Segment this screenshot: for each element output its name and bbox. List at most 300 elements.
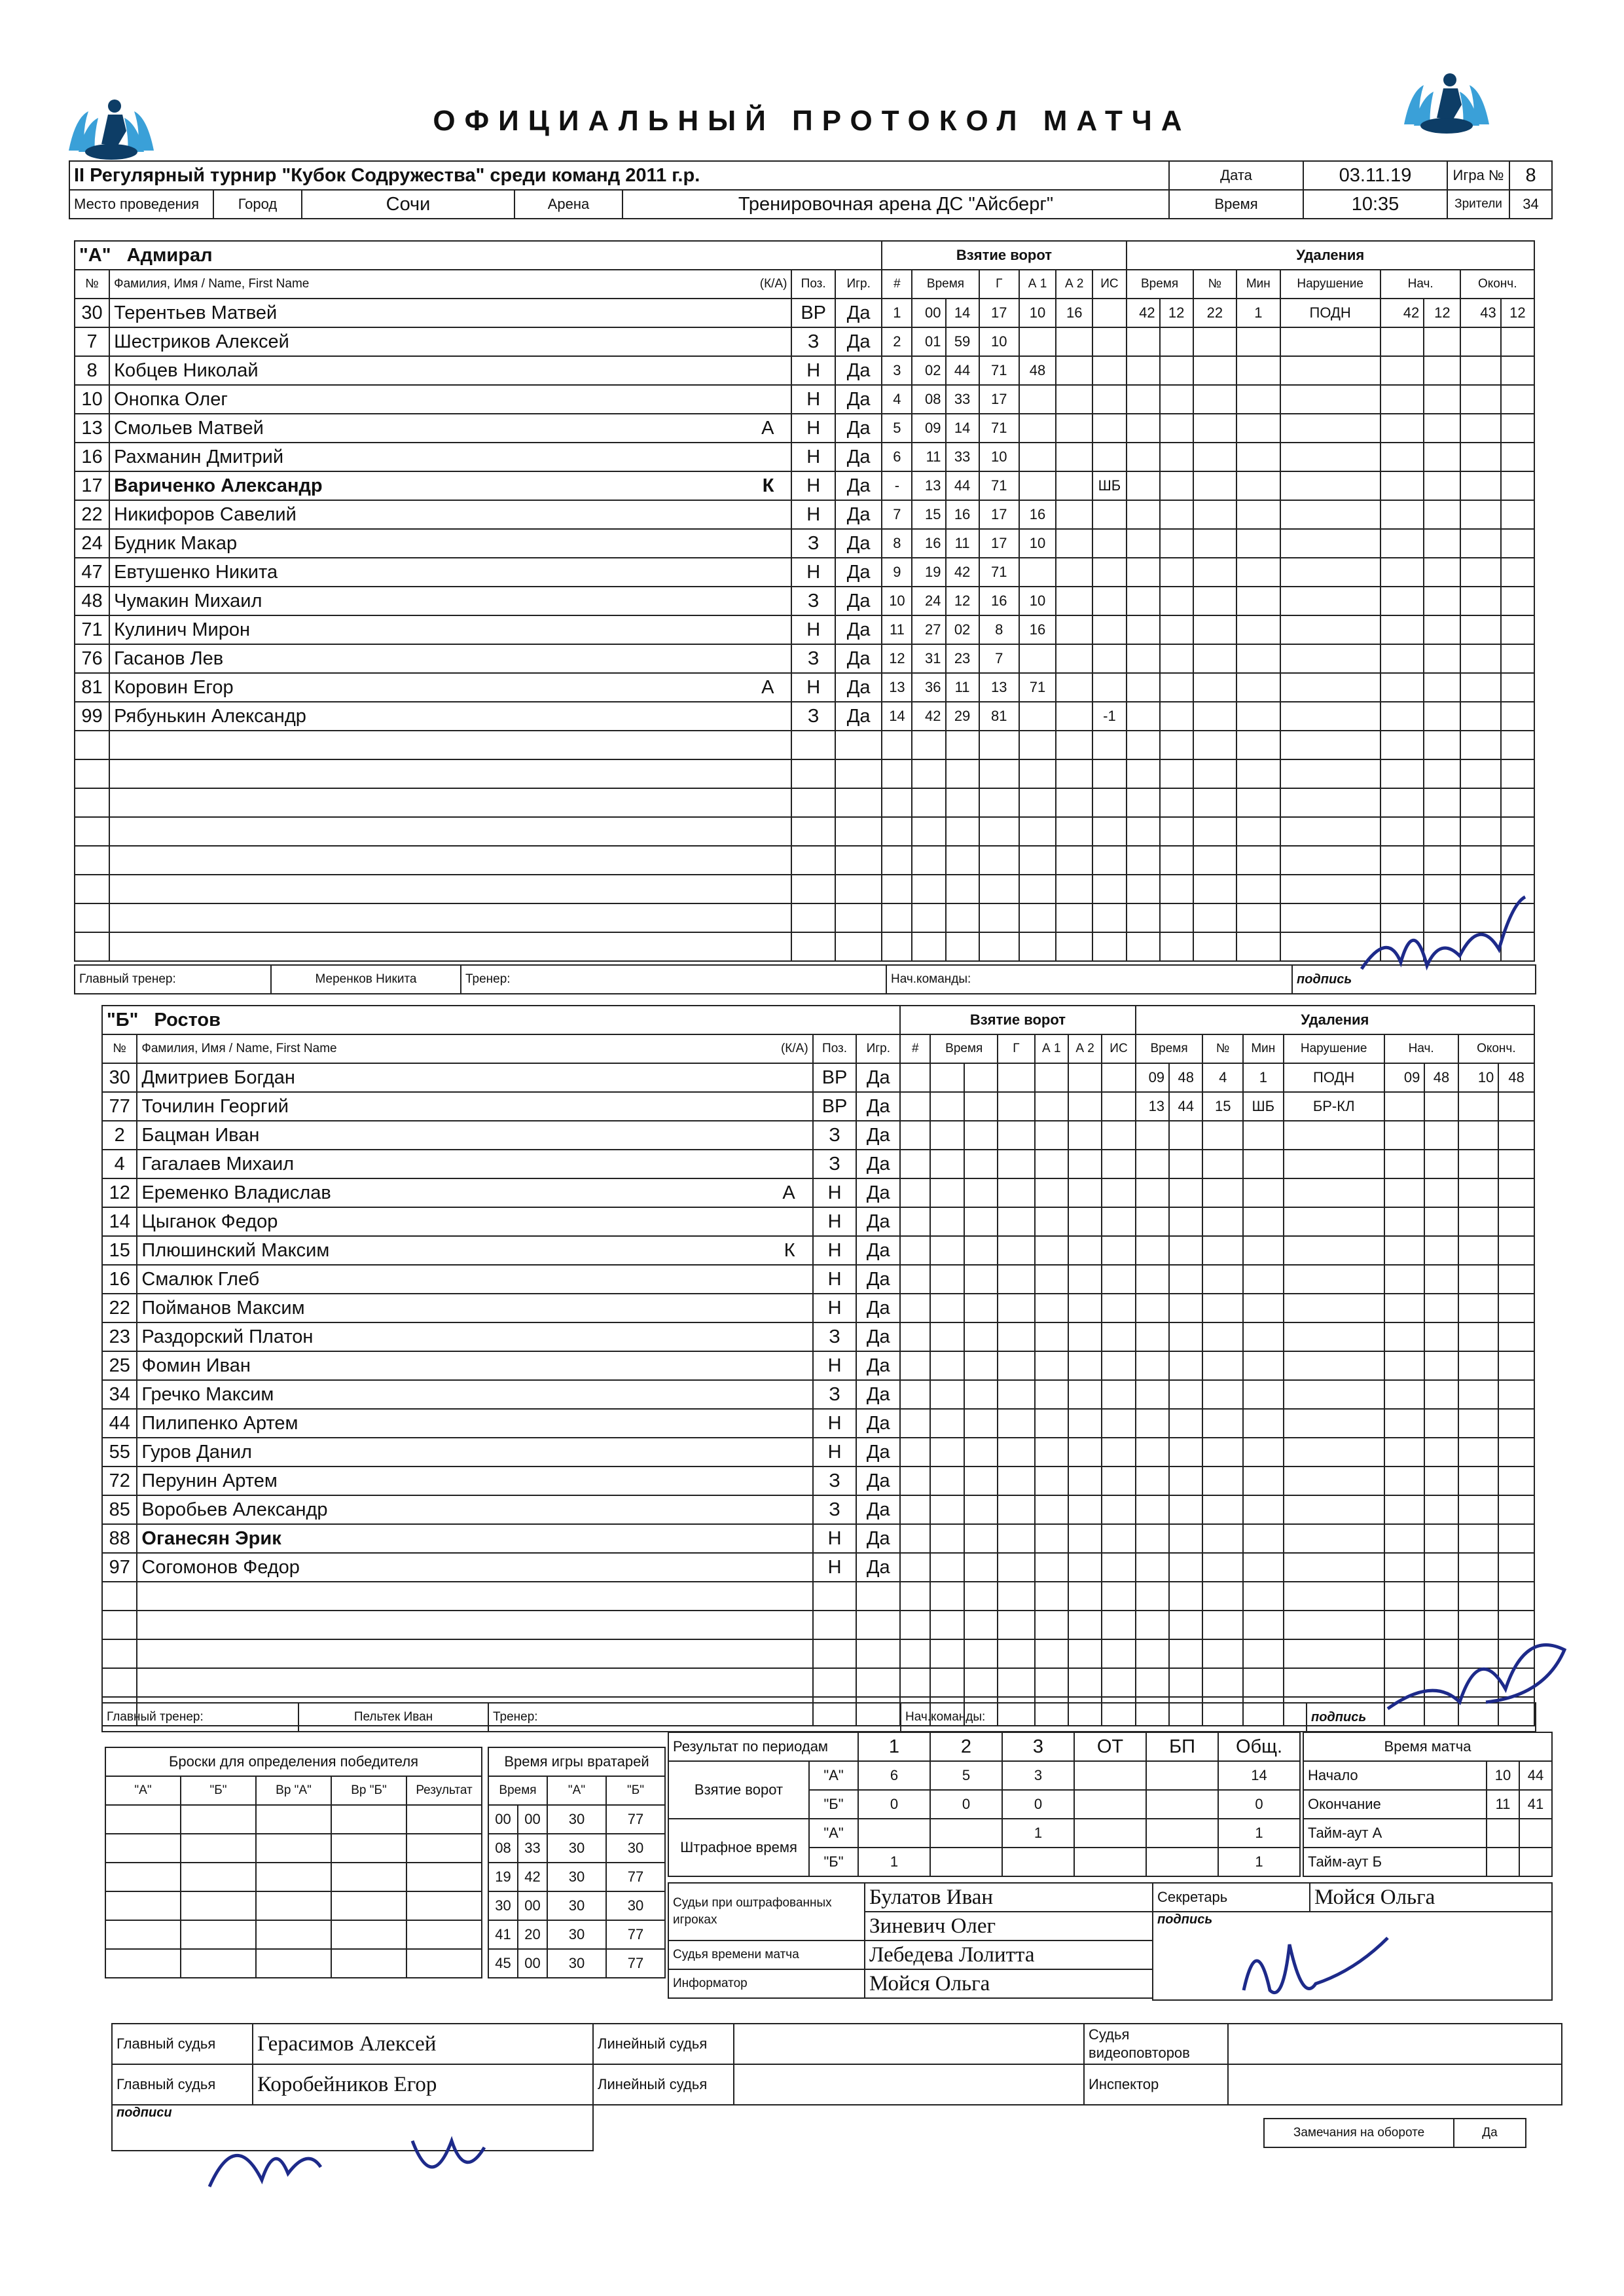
team-b-pen-start-sec: [1424, 1467, 1458, 1495]
period-1: 1: [858, 1732, 930, 1761]
team-a-pen-player: 22: [1193, 299, 1236, 327]
team-b-pen-minute: [1136, 1294, 1169, 1322]
team-a-pen-minutes: [1236, 443, 1280, 471]
secretary: Мойся Ольга: [1310, 1883, 1552, 1912]
team-a-pen-player: [1193, 759, 1236, 788]
team-a-pen-minutes: [1236, 846, 1280, 875]
team-b-goal-scorer: [998, 1524, 1034, 1553]
gk-team-a: 30: [547, 1834, 606, 1863]
team-a-pen-end-sec: [1501, 471, 1534, 500]
team-b-pen-end-min: [1458, 1092, 1499, 1121]
team-a-goal-second: [946, 759, 979, 788]
shootout-col-1: "Б": [181, 1776, 256, 1805]
team-a-goal-assist-1: 16: [1019, 500, 1056, 529]
team-a-pen-player: [1193, 644, 1236, 673]
team-b-row: [102, 1438, 1534, 1467]
team-b-goal-assist-2: [1068, 1236, 1102, 1265]
team-b-player-position: Н: [813, 1553, 857, 1582]
head-ref-2: Коробейников Егор: [253, 2064, 593, 2105]
goals-a-p1: 6: [858, 1761, 930, 1790]
gk-team-a: 30: [547, 1863, 606, 1891]
team-a-pen-violation: [1280, 644, 1380, 673]
team-b-row: [102, 1121, 1534, 1150]
gk-minute: 41: [488, 1920, 518, 1949]
team-a-pen-player: [1193, 327, 1236, 356]
shootout-cell: [331, 1891, 406, 1920]
team-b-player-name: [137, 1409, 812, 1438]
team-a-pen-start-min: [1380, 414, 1424, 443]
shootout-cell: [256, 1834, 331, 1863]
spectators-value: 34: [1509, 190, 1552, 219]
team-a-goal-situation: [1092, 615, 1126, 644]
team-b-goal-assist-1: [1035, 1294, 1068, 1322]
team-b-pen-start-min: [1384, 1178, 1425, 1207]
team-a-player-number: 71: [75, 615, 109, 644]
team-b-goal-number: [900, 1178, 930, 1207]
team-b-player-played: Да: [856, 1380, 900, 1409]
team-a-goal-assist-2: [1056, 644, 1092, 673]
shootout-row: [105, 1805, 482, 1834]
team-b-player-position: Н: [813, 1265, 857, 1294]
team-a-player-name: [109, 327, 791, 356]
team-a-pen-start-min: [1380, 788, 1424, 817]
team-a-pen-violation: [1280, 414, 1380, 443]
team-b-player-number: 25: [102, 1351, 137, 1380]
shootout-cell: [181, 1891, 256, 1920]
gk-team-b: 77: [606, 1949, 665, 1978]
team-b-player-played: Да: [856, 1467, 900, 1495]
team-a-goal-scorer: 71: [979, 414, 1019, 443]
team-a-player-name: [109, 558, 791, 587]
shootout-cell: [331, 1920, 406, 1949]
team-a-goal-second: 44: [946, 471, 979, 500]
team-b-pen-minutes: [1243, 1553, 1284, 1582]
team-b-pen-minutes: [1243, 1265, 1284, 1294]
team-a-pen-end-min: [1460, 846, 1500, 875]
team-a-head-coach-label: Главный тренер:: [75, 965, 271, 994]
team-b-pen-end-sec: [1498, 1553, 1534, 1582]
player-name-text: Бацман Иван: [141, 1124, 260, 1146]
team-a-goal-second: [946, 731, 979, 759]
team-a-goal-assist-2: [1056, 903, 1092, 932]
team-a-pen-second: [1160, 903, 1193, 932]
team-b-player-position: З: [813, 1495, 857, 1524]
team-b-goal-number: [900, 1668, 930, 1697]
team-a-goal-minute: 31: [912, 644, 945, 673]
team-b-goal-second: [964, 1294, 998, 1322]
team-a-goal-second: 44: [946, 356, 979, 385]
player-name-text: Плюшинский Максим: [141, 1239, 330, 1261]
team-b-player-played: Да: [856, 1207, 900, 1236]
team-a-goal-assist-2: [1056, 817, 1092, 846]
team-a-pen-violation: [1280, 356, 1380, 385]
team-b-goal-assist-1: [1035, 1467, 1068, 1495]
team-a-goal-assist-2: [1056, 731, 1092, 759]
shootout-cell: [331, 1805, 406, 1834]
team-a-player-number: [75, 846, 109, 875]
team-b-pen-violation: [1284, 1322, 1384, 1351]
team-a-pen-start-sec: [1424, 529, 1460, 558]
team-b-pen-end-min: [1458, 1380, 1499, 1409]
team-a-player-number: 7: [75, 327, 109, 356]
team-b-goal-assist-2: [1068, 1178, 1102, 1207]
team-b-pen-player: [1202, 1322, 1243, 1351]
team-b-goal-minute: [930, 1121, 964, 1150]
team-a-goal-situation: [1092, 788, 1126, 817]
team-a-player-position: ВР: [791, 299, 835, 327]
team-a-player-name: [109, 759, 791, 788]
col-goal-situation: ИС: [1092, 270, 1126, 299]
team-a-pen-player: [1193, 788, 1236, 817]
team-b-goal-minute: [930, 1322, 964, 1351]
team-a-player-number: 81: [75, 673, 109, 702]
team-a-goal-minute: [912, 846, 945, 875]
team-b-player-number: [102, 1582, 137, 1611]
team-b-goal-situation: [1102, 1294, 1135, 1322]
team-a-goal-situation: [1092, 903, 1126, 932]
team-b-goal-scorer: [998, 1611, 1034, 1639]
team-a-pen-second: [1160, 731, 1193, 759]
team-a-goal-scorer: [979, 932, 1019, 961]
pim-b-p2: [930, 1848, 1002, 1876]
team-a-player-position: [791, 731, 835, 759]
team-a-pen-player: [1193, 875, 1236, 903]
team-a-player-position: Н: [791, 443, 835, 471]
team-a-pen-end-sec: [1501, 644, 1534, 673]
team-a-pen-minute: [1127, 846, 1160, 875]
team-a-coach-label: Тренер:: [461, 965, 886, 994]
secretary-signature: [1231, 1918, 1401, 2010]
team-a-goal-minute: [912, 731, 945, 759]
team-a-pen-minutes: [1236, 903, 1280, 932]
team-b-pen-second: [1169, 1294, 1202, 1322]
team-b-goal-number: [900, 1063, 930, 1092]
team-a-goal-assist-2: [1056, 327, 1092, 356]
team-a-row: [75, 673, 1534, 702]
team-a-pen-player: [1193, 500, 1236, 529]
shootout-col-0: "А": [105, 1776, 181, 1805]
team-a-goal-situation: ШБ: [1092, 471, 1126, 500]
shootout-cell: [105, 1834, 181, 1863]
team-a-pen-start-min: [1380, 673, 1424, 702]
team-a-pen-end-min: [1460, 529, 1500, 558]
team-a-player-played: Да: [835, 356, 882, 385]
team-b-goal-situation: [1102, 1092, 1135, 1121]
shootout-cell: [406, 1920, 482, 1949]
b-col-goal-num: #: [900, 1034, 930, 1063]
team-a-pen-minute: [1127, 644, 1160, 673]
team-b-pen-end-min: [1458, 1467, 1499, 1495]
team-b-goal-situation: [1102, 1668, 1135, 1697]
team-a-goal-second: [946, 846, 979, 875]
team-a-goal-scorer: [979, 903, 1019, 932]
team-a-player-name: [109, 500, 791, 529]
team-a-pen-start-min: [1380, 327, 1424, 356]
team-b-pen-minutes: [1243, 1294, 1284, 1322]
team-b-goal-second: [964, 1207, 998, 1236]
team-a-pen-second: [1160, 932, 1193, 961]
team-b-pen-minutes: [1243, 1178, 1284, 1207]
team-a-pen-violation: [1280, 327, 1380, 356]
team-b-goal-assist-1: [1035, 1524, 1068, 1553]
team-a-pen-start-sec: [1424, 356, 1460, 385]
team-b-pen-player: [1202, 1467, 1243, 1495]
team-a-pen-minutes: [1236, 788, 1280, 817]
team-a-pen-violation: [1280, 788, 1380, 817]
b-col-pen-start: Нач.: [1384, 1034, 1458, 1063]
team-b-pen-violation: [1284, 1351, 1384, 1380]
b-col-assist-2: А 2: [1068, 1034, 1102, 1063]
team-b-goal-scorer: [998, 1639, 1034, 1668]
team-b-pen-start-sec: [1424, 1121, 1458, 1150]
team-b-goal-scorer: [998, 1063, 1034, 1092]
team-b-goal-situation: [1102, 1611, 1135, 1639]
team-b-goal-situation: [1102, 1380, 1135, 1409]
team-b-goal-second: [964, 1150, 998, 1178]
team-a-pen-end-min: [1460, 759, 1500, 788]
team-b-goal-assist-2: [1068, 1582, 1102, 1611]
team-b-pen-start-min: [1384, 1294, 1425, 1322]
team-b-table: [101, 1005, 1535, 1726]
team-a-goal-assist-1: 71: [1019, 673, 1056, 702]
team-a-player-number: [75, 932, 109, 961]
team-b-pen-end-min: [1458, 1236, 1499, 1265]
team-b-player-name: [137, 1495, 812, 1524]
team-a-pen-player: [1193, 673, 1236, 702]
shootout-cell: [256, 1949, 331, 1978]
team-b-goal-minute: [930, 1409, 964, 1438]
team-b-pen-violation: [1284, 1611, 1384, 1639]
team-a-pen-end-sec: [1501, 702, 1534, 731]
col-pen-num: №: [1193, 270, 1236, 299]
team-a-goal-scorer: 17: [979, 299, 1019, 327]
team-a-pen-minute: [1127, 875, 1160, 903]
team-a-goal-second: 14: [946, 414, 979, 443]
team-b-goal-second: [964, 1178, 998, 1207]
team-b-player-played: Да: [856, 1092, 900, 1121]
team-b-goal-assist-2: [1068, 1438, 1102, 1467]
team-a-chief-label: Нач.команды:: [886, 965, 1292, 994]
team-b-goal-second: [964, 1582, 998, 1611]
team-b-pen-minutes: [1243, 1121, 1284, 1150]
team-a-goal-number: [882, 875, 912, 903]
team-a-goal-assist-1: [1019, 731, 1056, 759]
team-b-goal-situation: [1102, 1207, 1135, 1236]
team-b-player-played: [856, 1668, 900, 1697]
team-a-pen-minute: [1127, 759, 1160, 788]
shootout-cell: [331, 1834, 406, 1863]
team-a-goal-minute: 02: [912, 356, 945, 385]
team-b-pen-minute: [1136, 1207, 1169, 1236]
team-b-pen-player: [1202, 1294, 1243, 1322]
team-a-player-position: [791, 759, 835, 788]
team-b-row: [102, 1495, 1534, 1524]
team-a-player-played: Да: [835, 587, 882, 615]
tournament-name: II Регулярный турнир "Кубок Содружества" среди команд 2011 г.р.: [69, 161, 1169, 190]
team-b-pen-end-sec: [1498, 1380, 1534, 1409]
team-a-player-position: Н: [791, 414, 835, 443]
team-a-player-position: З: [791, 702, 835, 731]
shootout-row: [105, 1949, 482, 1978]
col-pen-violation: Нарушение: [1280, 270, 1380, 299]
team-b-pen-minute: 13: [1136, 1092, 1169, 1121]
team-b-pen-start-min: [1384, 1380, 1425, 1409]
player-name-text: Перунин Артем: [141, 1470, 278, 1491]
penalty-judges-label: Судьи при оштрафованных игроках: [668, 1883, 865, 1941]
team-b-pen-end-sec: [1498, 1265, 1534, 1294]
player-name-text: Евтушенко Никита: [114, 561, 278, 583]
team-b-pen-minutes: [1243, 1467, 1284, 1495]
team-b-head-coach: Пельтек Иван: [298, 1703, 488, 1732]
team-a-goal-second: [946, 875, 979, 903]
team-b-pen-start-sec: [1424, 1438, 1458, 1467]
team-b-goal-minute: [930, 1467, 964, 1495]
goals-b-bp: [1146, 1790, 1218, 1819]
team-a-player-position: Н: [791, 673, 835, 702]
team-a-goal-situation: [1092, 558, 1126, 587]
team-a-goal-situation: [1092, 529, 1126, 558]
b-col-pen-end: Оконч.: [1458, 1034, 1534, 1063]
team-a-pen-violation: [1280, 846, 1380, 875]
team-a-pen-second: [1160, 702, 1193, 731]
team-a-goal-situation: [1092, 875, 1126, 903]
team-a-pen-minutes: [1236, 587, 1280, 615]
team-a-pen-start-sec: [1424, 615, 1460, 644]
team-b-player-name: [137, 1524, 812, 1553]
team-b-row: [102, 1524, 1534, 1553]
team-b-goal-second: [964, 1438, 998, 1467]
team-a-pen-minute: [1127, 587, 1160, 615]
team-a-player-number: [75, 875, 109, 903]
team-b-goal-minute: [930, 1553, 964, 1582]
team-a-goal-assist-2: [1056, 932, 1092, 961]
gk-col-a: "А": [547, 1776, 606, 1805]
period-goals-a-label: "А": [809, 1761, 858, 1790]
team-b-goal-scorer: [998, 1553, 1034, 1582]
shootout-row: [105, 1920, 482, 1949]
team-b-goal-assist-1: [1035, 1438, 1068, 1467]
team-b-pen-minutes: [1243, 1236, 1284, 1265]
team-a-pen-violation: [1280, 587, 1380, 615]
team-a-player-position: Н: [791, 356, 835, 385]
col-goal-num: #: [882, 270, 912, 299]
team-b-pen-end-sec: [1498, 1092, 1534, 1121]
team-a-pen-end-sec: 12: [1501, 299, 1534, 327]
period-pim-label: Штрафное время: [668, 1819, 809, 1876]
team-a-goal-scorer: 10: [979, 443, 1019, 471]
team-b-goal-assist-2: [1068, 1668, 1102, 1697]
team-a-pen-violation: [1280, 471, 1380, 500]
team-b-pen-end-sec: [1498, 1524, 1534, 1553]
captain-mark: А: [761, 417, 774, 439]
team-b-player-number: 85: [102, 1495, 137, 1524]
team-a-goal-number: 10: [882, 587, 912, 615]
team-b-pen-start-min: [1384, 1553, 1425, 1582]
pim-b-bp: [1146, 1848, 1218, 1876]
team-a-pen-player: [1193, 846, 1236, 875]
team-b-pen-player: [1202, 1582, 1243, 1611]
team-a-goal-minute: [912, 903, 945, 932]
period-results-table: [668, 1732, 1301, 1877]
team-a-goal-scorer: [979, 875, 1019, 903]
team-a-goal-assist-2: [1056, 615, 1092, 644]
penalty-judge-2: Зиневич Олег: [865, 1912, 1153, 1941]
team-a-row: [75, 817, 1534, 846]
team-a-goal-minute: 36: [912, 673, 945, 702]
shootout-cell: [256, 1805, 331, 1834]
team-a-pen-minutes: [1236, 356, 1280, 385]
shootout-cell: [105, 1805, 181, 1834]
team-a-player-number: 22: [75, 500, 109, 529]
team-b-pen-end-sec: [1498, 1438, 1534, 1467]
team-b-player-position: Н: [813, 1294, 857, 1322]
team-b-title: "Б" Ростов: [102, 1006, 900, 1034]
captain-mark: А: [782, 1182, 795, 1203]
player-name-text: Будник Макар: [114, 532, 238, 554]
team-a-pen-start-min: [1380, 385, 1424, 414]
team-b-player-played: [856, 1639, 900, 1668]
team-a-pen-end-sec: [1501, 731, 1534, 759]
team-a-pen-player: [1193, 414, 1236, 443]
team-b-player-number: 72: [102, 1467, 137, 1495]
team-b-row: [102, 1150, 1534, 1178]
team-b-pen-minute: [1136, 1611, 1169, 1639]
team-b-pen-second: [1169, 1639, 1202, 1668]
team-b-goal-situation: [1102, 1524, 1135, 1553]
team-b-goal-assist-2: [1068, 1380, 1102, 1409]
team-b-row: [102, 1553, 1534, 1582]
team-a-goal-second: 16: [946, 500, 979, 529]
team-b-row: [102, 1409, 1534, 1438]
team-a-player-name: [109, 788, 791, 817]
team-b-pen-violation: БР-КЛ: [1284, 1092, 1384, 1121]
team-a-head-coach: Меренков Никита: [271, 965, 461, 994]
team-b-pen-second: 44: [1169, 1092, 1202, 1121]
team-a-pen-start-min: [1380, 702, 1424, 731]
team-a-goal-minute: [912, 932, 945, 961]
team-a-player-played: [835, 932, 882, 961]
team-a-goal-assist-1: 10: [1019, 529, 1056, 558]
team-b-pen-end-min: 10: [1458, 1063, 1499, 1092]
team-a-player-number: 13: [75, 414, 109, 443]
team-a-player-number: 48: [75, 587, 109, 615]
team-a-player-played: Да: [835, 702, 882, 731]
secretary-label: Секретарь: [1153, 1883, 1310, 1912]
team-a-goal-assist-2: [1056, 788, 1092, 817]
team-b-player-name: [137, 1265, 812, 1294]
team-a-row: [75, 875, 1534, 903]
team-b-pen-minute: [1136, 1582, 1169, 1611]
team-a-goal-situation: [1092, 587, 1126, 615]
team-a-pen-violation: [1280, 529, 1380, 558]
team-b-goal-minute: [930, 1611, 964, 1639]
team-a-pen-minute: [1127, 615, 1160, 644]
team-a-goal-scorer: 17: [979, 385, 1019, 414]
timekeeper: Лебедева Лолитта: [865, 1941, 1153, 1969]
team-a-pen-start-sec: [1424, 644, 1460, 673]
remarks-label: Замечания на обороте: [1264, 2119, 1454, 2147]
team-b-pen-violation: [1284, 1582, 1384, 1611]
team-b-row: [102, 1092, 1534, 1121]
b-col-pen-time: Время: [1136, 1034, 1203, 1063]
team-a-pen-player: [1193, 356, 1236, 385]
team-a-goal-situation: [1092, 414, 1126, 443]
team-a-pen-minutes: [1236, 385, 1280, 414]
team-a-pen-player: [1193, 615, 1236, 644]
team-b-goal-scorer: [998, 1150, 1034, 1178]
team-b-goal-assist-2: [1068, 1524, 1102, 1553]
team-a-goal-number: 3: [882, 356, 912, 385]
